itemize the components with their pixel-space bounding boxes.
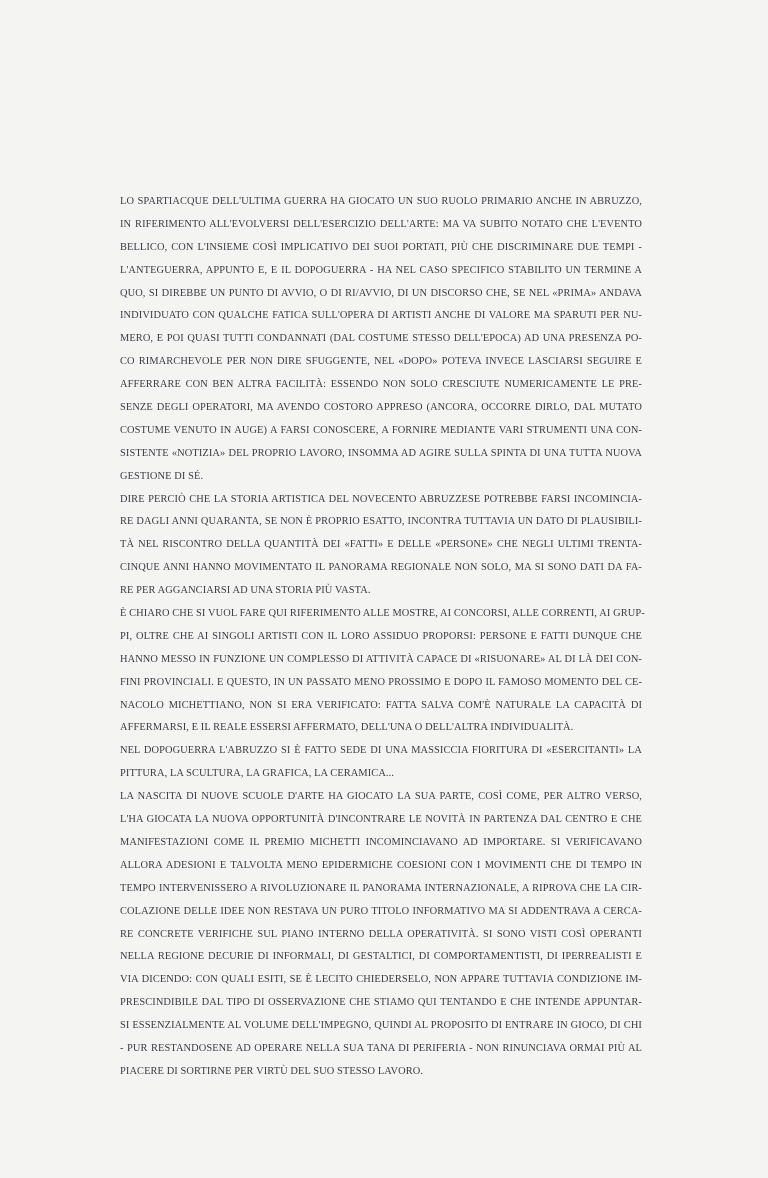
text-line: PRESCINDIBILE DAL TIPO DI OSSERVAZIONE CHE STIAMO QUI TENTANDO E CHE INTENDE APPUNTAR-	[120, 997, 642, 1009]
text-line: QUO, SI DIREBBE UN PUNTO DI AVVIO, O DI RI/AVVIO, DI UN DISCORSO CHE, SE NEL «PRIMA» ANDAVA	[120, 287, 642, 299]
text-line: GESTIONE DI SÉ.	[120, 470, 204, 482]
text-line: RE PER AGGANCIARSI AD UNA STORIA PIÙ VASTA.	[120, 585, 371, 597]
text-line: TEMPO INTERVENISSERO A RIVOLUZIONARE IL PANORAMA INTERNAZIONALE, A RIPROVA CHE LA CIR-	[120, 882, 642, 894]
text-line: L'ANTEGUERRA, APPUNTO E, E IL DOPOGUERRA - HA NEL CASO SPECIFICO STABILITO UN TERMINE A	[120, 264, 642, 276]
text-line: INDIVIDUATO CON QUALCHE FATICA SULL'OPERA DI ARTISTI ANCHE DI VALORE MA SPARUTI PER NU-	[120, 310, 642, 322]
text-line: PITTURA, LA SCULTURA, LA GRAFICA, LA CERAMICA...	[120, 768, 395, 780]
text-line: NACOLO MICHETTIANO, NON SI ERA VERIFICATO: FATTA SALVA COM'È NATURALE LA CAPACITÀ DI	[120, 699, 642, 711]
text-line: ALLORA ADESIONI E TALVOLTA MENO EPIDERMICHE COESIONI CON I MOVIMENTI CHE DI TEMPO IN	[120, 859, 642, 871]
text-line: NELLA REGIONE DECURIE DI INFORMALI, DI GESTALTICI, DI COMPORTAMENTISTI, DI IPERREALISTI E	[120, 951, 642, 963]
text-line: CINQUE ANNI HANNO MOVIMENTATO IL PANORAMA REGIONALE NON SOLO, MA SI SONO DATI DA FA-	[120, 562, 642, 574]
text-line: RE DAGLI ANNI QUARANTA, SE NON È PROPRIO ESATTO, INCONTRA TUTTAVIA UN DATO DI PLAUSIBILI-	[120, 516, 642, 528]
text-line: BELLICO, CON L'INSIEME COSÌ IMPLICATIVO DEI SUOI PORTATI, PIÙ CHE DISCRIMINARE DUE TEMPI -	[120, 241, 642, 253]
text-line: LO SPARTIACQUE DELL'ULTIMA GUERRA HA GIOCATO UN SUO RUOLO PRIMARIO ANCHE IN ABRUZZO,	[120, 196, 642, 207]
text-line: LA NASCITA DI NUOVE SCUOLE D'ARTE HA GIOCATO LA SUA PARTE, COSÌ COME, PER ALTRO VERSO,	[120, 791, 642, 803]
text-line: L'HA GIOCATA LA NUOVA OPPORTUNITÀ D'INCONTRARE LE NOVITÀ IN PARTENZA DAL CENTRO E CHE	[120, 814, 642, 826]
text-line: SENZE DEGLI OPERATORI, MA AVENDO COSTORO APPRESO (ANCORA, OCCORRE DIRLO, DAL MUTATO	[120, 402, 642, 414]
text-line: VIA DICENDO: CON QUALI ESITI, SE È LECITO CHIEDERSELO, NON APPARE TUTTAVIA CONDIZIONE IM-	[120, 974, 642, 986]
text-line: PI, OLTRE CHE AI SINGOLI ARTISTI CON IL LORO ASSIDUO PROPORSI: PERSONE E FATTI DUNQUE CHE	[120, 630, 642, 642]
text-line: PIACERE DI SORTIRNE PER VIRTÙ DEL SUO STESSO LAVORO.	[120, 1065, 424, 1077]
text-line: RE CONCRETE VERIFICHE SUL PIANO INTERNO DELLA OPERATIVITÀ. SI SONO VISTI COSÌ OPERANTI	[120, 928, 642, 940]
text-line: - PUR RESTANDOSENE AD OPERARE NELLA SUA TANA DI PERIFERIA - NON RINUNCIAVA ORMAI PIÙ AL	[120, 1042, 642, 1054]
text-line: DIRE PERCIÒ CHE LA STORIA ARTISTICA DEL NOVECENTO ABRUZZESE POTREBBE FARSI INCOMINCIA-	[120, 493, 642, 505]
text-line: IN RIFERIMENTO ALL'EVOLVERSI DELL'ESERCIZIO DELL'ARTE: MA VA SUBITO NOTATO CHE L'EVENTO	[120, 218, 642, 230]
text-line: COSTUME VENUTO IN AUGE) A FARSI CONOSCERE, A FORNIRE MEDIANTE VARI STRUMENTI UNA CON-	[120, 424, 642, 436]
text-line: SI ESSENZIALMENTE AL VOLUME DELL'IMPEGNO, QUINDI AL PROPOSITO DI ENTRARE IN GIOCO, DI CHI	[120, 1020, 642, 1032]
text-line: AFFERRARE CON BEN ALTRA FACILITÀ: ESSENDO NON SOLO CRESCIUTE NUMERICAMENTE LE PRE-	[120, 379, 642, 391]
text-line: SISTENTE «NOTIZIA» DEL PROPRIO LAVORO, INSOMMA AD AGIRE SULLA SPINTA DI UNA TUTTA NUOVA	[120, 447, 642, 459]
text-line: NEL DOPOGUERRA L'ABRUZZO SI È FATTO SEDE DI UNA MASSICCIA FIORITURA DI «ESERCITANTI» LA	[120, 745, 642, 757]
body-text	[120, 191, 645, 1084]
text-line: AFFERMARSI, E IL REALE ESSERSI AFFERMATO, DELL'UNA O DELL'ALTRA INDIVIDUALITÀ.	[120, 722, 574, 734]
text-line: FINI PROVINCIALI. E QUESTO, IN UN PASSATO MENO PROSSIMO E DOPO IL FAMOSO MOMENTO DEL CE-	[120, 676, 642, 688]
text-line: CO RIMARCHEVOLE PER NON DIRE SFUGGENTE, NEL «DOPO» POTEVA INVECE LASCIARSI SEGUIRE E	[120, 356, 642, 368]
text-line: COLAZIONE DELLE IDEE NON RESTAVA UN PURO TITOLO INFORMATIVO MA SI ADDENTRAVA A CERCA-	[120, 905, 642, 917]
text-line: HANNO MESSO IN FUNZIONE UN COMPLESSO DI ATTIVITÀ CAPACE DI «RISUONARE» AL DI LÀ DEI CON-	[120, 653, 642, 665]
text-line: È CHIARO CHE SI VUOL FARE QUI RIFERIMENTO ALLE MOSTRE, AI CONCORSI, ALLE CORRENTI, AI GRUP-	[120, 608, 645, 620]
text-line: TÀ NEL RISCONTRO DELLA QUANTITÀ DEI «FATTI» E DELLE «PERSONE» CHE NEGLI ULTIMI TRENTA-	[120, 539, 642, 551]
text-line: MANIFESTAZIONI COME IL PREMIO MICHETTI INCOMINCIAVANO AD IMPORTARE. SI VERIFICAVANO	[120, 836, 642, 848]
text-line: MERO, E POI QUASI TUTTI CONDANNATI (DAL COSTUME STESSO DELL'EPOCA) AD UNA PRESENZA PO-	[120, 333, 642, 345]
